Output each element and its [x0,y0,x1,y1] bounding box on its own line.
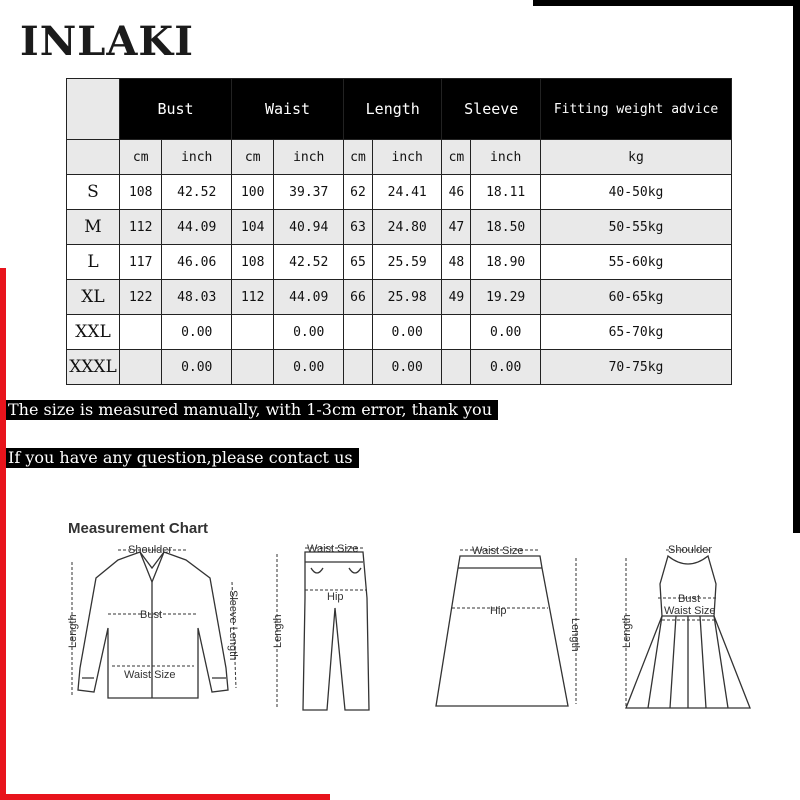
cell-sleeve-in: 18.11 [471,175,541,210]
cell-bust-cm [120,315,162,350]
cell-weight: 60-65kg [541,280,732,315]
cell-waist-in: 42.52 [274,245,344,280]
cell-bust-cm [120,350,162,385]
pants-hip-label: Hip [327,591,344,603]
cell-waist-cm [232,350,274,385]
measurement-chart-title: Measurement Chart [68,520,209,537]
size-label-cell: XXL [67,315,120,350]
cell-bust-in: 0.00 [162,315,232,350]
dress-length-label: Length [621,614,633,648]
cell-sleeve-in: 0.00 [471,315,541,350]
cell-weight: 50-55kg [541,210,732,245]
cell-weight: 70-75kg [541,350,732,385]
unit-inch: inch [274,140,344,175]
cell-sleeve-cm [442,350,471,385]
unit-cm: cm [232,140,274,175]
unit-kg: kg [541,140,732,175]
cell-sleeve-in: 18.90 [471,245,541,280]
cell-bust-in: 42.52 [162,175,232,210]
cell-len-cm: 66 [344,280,373,315]
corner-frame-top [533,0,800,6]
table-row [67,280,732,315]
dress-shoulder-label: Shoulder [668,544,713,556]
size-label-cell: XXXL [67,350,120,385]
cell-bust-in: 0.00 [162,350,232,385]
cell-len-in: 24.41 [372,175,442,210]
unit-inch: inch [372,140,442,175]
unit-row [67,140,732,175]
cell-len-in: 25.59 [372,245,442,280]
header-corner-cell [67,79,120,140]
size-table [66,78,732,385]
unit-cm: cm [344,140,373,175]
dress-waist-label: Waist Size [664,605,716,617]
skirt-waist-label: Waist Size [472,545,524,557]
cell-len-in: 0.00 [372,315,442,350]
size-label-cell: M [67,210,120,245]
cell-sleeve-cm [442,315,471,350]
cell-waist-in: 0.00 [274,350,344,385]
unit-corner-cell [67,140,120,175]
cell-len-cm [344,350,373,385]
cell-sleeve-cm: 47 [442,210,471,245]
error-note: The size is measured manually, with 1-3cm error, thank you [6,400,498,420]
skirt-hip-label: Hip [490,605,507,617]
shirt-waist-label: Waist Size [124,669,176,681]
cell-weight: 55-60kg [541,245,732,280]
cell-waist-in: 44.09 [274,280,344,315]
cell-weight: 40-50kg [541,175,732,210]
cell-waist-in: 39.37 [274,175,344,210]
cell-waist-cm: 112 [232,280,274,315]
table-row [67,350,732,385]
size-label-cell: XL [67,280,120,315]
corner-frame-right [793,0,800,533]
cell-sleeve-in: 0.00 [471,350,541,385]
cell-len-cm: 65 [344,245,373,280]
cell-len-cm [344,315,373,350]
cell-bust-cm: 112 [120,210,162,245]
unit-cm: cm [120,140,162,175]
header-fitting-weight: Fitting weight advice [541,79,732,140]
header-length: Length [344,79,442,140]
cell-waist-cm: 108 [232,245,274,280]
cell-waist-cm: 104 [232,210,274,245]
pants-length-label: Length [272,614,284,648]
cell-waist-in: 0.00 [274,315,344,350]
corner-frame-red-left [0,268,6,800]
skirt-diagram [430,538,590,718]
shirt-shoulder-label: Shoulder [128,544,173,556]
unit-inch: inch [471,140,541,175]
cell-sleeve-cm: 48 [442,245,471,280]
cell-bust-cm: 117 [120,245,162,280]
cell-bust-in: 48.03 [162,280,232,315]
corner-frame-red-bottom [0,794,330,800]
skirt-length-label: Length [569,618,581,652]
table-row [67,175,732,210]
shirt-length-label: Length [67,614,79,648]
cell-bust-cm: 122 [120,280,162,315]
pants-diagram [265,538,385,718]
shirt-bust-label: Bust [140,609,163,621]
table-row [67,245,732,280]
pants-waist-label: Waist Size [307,543,359,555]
size-rows [67,175,732,385]
cell-sleeve-cm: 46 [442,175,471,210]
cell-waist-cm: 100 [232,175,274,210]
header-waist: Waist [232,79,344,140]
unit-cm: cm [442,140,471,175]
table-header-row [67,79,732,140]
cell-len-cm: 63 [344,210,373,245]
cell-len-in: 0.00 [372,350,442,385]
brand-logo: INLAKI [20,18,194,65]
cell-bust-in: 44.09 [162,210,232,245]
table-row [67,315,732,350]
cell-weight: 65-70kg [541,315,732,350]
cell-bust-cm: 108 [120,175,162,210]
size-label-cell: S [67,175,120,210]
cell-sleeve-in: 18.50 [471,210,541,245]
cell-sleeve-in: 19.29 [471,280,541,315]
size-label-cell: L [67,245,120,280]
shirt-diagram [60,538,250,718]
header-bust: Bust [120,79,232,140]
contact-note: If you have any question,please contact us [6,448,359,468]
cell-waist-cm [232,315,274,350]
shirt-sleeve-label: Sleeve Length [227,590,239,661]
table-row [67,210,732,245]
cell-bust-in: 46.06 [162,245,232,280]
dress-diagram [618,538,758,718]
unit-inch: inch [162,140,232,175]
cell-waist-in: 40.94 [274,210,344,245]
dress-bust-label: Bust [678,593,701,605]
cell-len-in: 24.80 [372,210,442,245]
cell-sleeve-cm: 49 [442,280,471,315]
cell-len-cm: 62 [344,175,373,210]
header-sleeve: Sleeve [442,79,541,140]
cell-len-in: 25.98 [372,280,442,315]
